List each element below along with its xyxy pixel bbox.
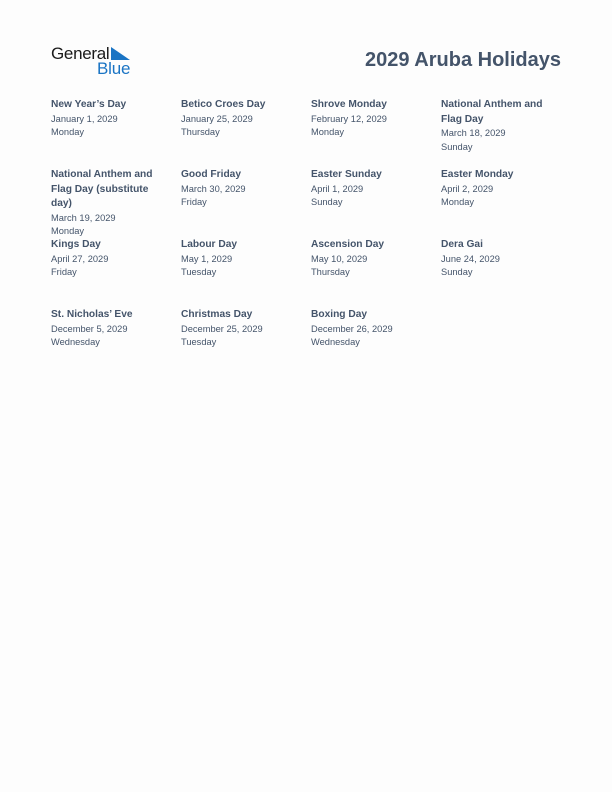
holiday-name: National Anthem and Flag Day (substitute day) xyxy=(51,169,153,209)
holiday-weekday: Tuesday xyxy=(181,337,217,347)
holiday-date: March 19, 2029 xyxy=(51,212,116,223)
holiday-name: New Year’s Day xyxy=(51,99,127,110)
holiday-entry xyxy=(311,238,423,280)
holiday-name: Betico Croes Day xyxy=(181,99,266,110)
holiday-weekday: Wednesday xyxy=(51,337,100,347)
holiday-weekday: Thursday xyxy=(311,267,350,277)
holiday-entry xyxy=(181,98,293,140)
holiday-weekday: Sunday xyxy=(311,197,343,207)
holiday-name: Kings Day xyxy=(51,239,101,250)
holiday-name: Labour Day xyxy=(181,239,238,250)
holiday-date: January 1, 2029 xyxy=(51,113,118,124)
holiday-entry xyxy=(441,168,553,210)
holiday-weekday: Monday xyxy=(51,127,85,137)
logo-word-general: General xyxy=(51,44,110,63)
holiday-date: April 27, 2029 xyxy=(51,253,109,264)
holiday-weekday: Sunday xyxy=(441,267,473,277)
holiday-date: December 26, 2029 xyxy=(311,323,393,334)
holiday-name: Shrove Monday xyxy=(311,99,387,110)
holiday-date: December 25, 2029 xyxy=(181,323,263,334)
holiday-date: April 2, 2029 xyxy=(441,183,494,194)
holiday-name: Christmas Day xyxy=(181,309,253,320)
holiday-date: March 18, 2029 xyxy=(441,128,506,138)
holiday-entry xyxy=(311,168,423,210)
holiday-entry xyxy=(441,238,553,280)
holiday-name: Ascension Day xyxy=(311,239,385,250)
holiday-weekday: Friday xyxy=(51,267,77,277)
holiday-name: Easter Monday xyxy=(441,169,514,180)
holiday-weekday: Wednesday xyxy=(311,337,360,347)
holiday-date: May 1, 2029 xyxy=(181,253,233,264)
holiday-weekday: Thursday xyxy=(181,127,220,137)
holiday-name: St. Nicholas’ Eve xyxy=(51,309,133,320)
generalblue-logo xyxy=(51,44,135,78)
holiday-name: Dera Gai xyxy=(441,239,483,250)
holiday-entry xyxy=(51,238,163,280)
holiday-entry xyxy=(441,98,553,154)
holiday-weekday: Sunday xyxy=(441,141,473,152)
holiday-entry xyxy=(311,98,423,140)
holiday-name: Boxing Day xyxy=(311,309,368,320)
holiday-weekday: Friday xyxy=(181,197,207,207)
holiday-weekday: Monday xyxy=(311,127,345,137)
logo-word-blue: Blue xyxy=(97,59,131,78)
holiday-entry xyxy=(51,308,163,350)
holiday-date: March 30, 2029 xyxy=(181,183,246,194)
holiday-entry xyxy=(181,168,293,210)
holiday-date: February 12, 2029 xyxy=(311,113,387,124)
holiday-date: May 10, 2029 xyxy=(311,253,368,264)
holiday-entry xyxy=(51,98,163,140)
holiday-weekday: Monday xyxy=(441,197,475,207)
holiday-name: National Anthem and Flag Day xyxy=(441,99,543,125)
holiday-date: January 25, 2029 xyxy=(181,113,253,124)
holiday-entry xyxy=(311,308,423,350)
holiday-entry xyxy=(181,238,293,280)
holiday-name: Good Friday xyxy=(181,169,241,180)
holiday-date: April 1, 2029 xyxy=(311,183,364,194)
holiday-entry xyxy=(51,168,163,239)
holiday-weekday: Tuesday xyxy=(181,267,217,277)
holiday-weekday: Monday xyxy=(51,226,85,236)
holiday-entry xyxy=(181,308,293,350)
page-title: 2029 Aruba Holidays xyxy=(364,49,561,71)
holiday-name: Easter Sunday xyxy=(311,169,382,180)
holiday-date: December 5, 2029 xyxy=(51,323,128,334)
holiday-date: June 24, 2029 xyxy=(441,253,500,264)
